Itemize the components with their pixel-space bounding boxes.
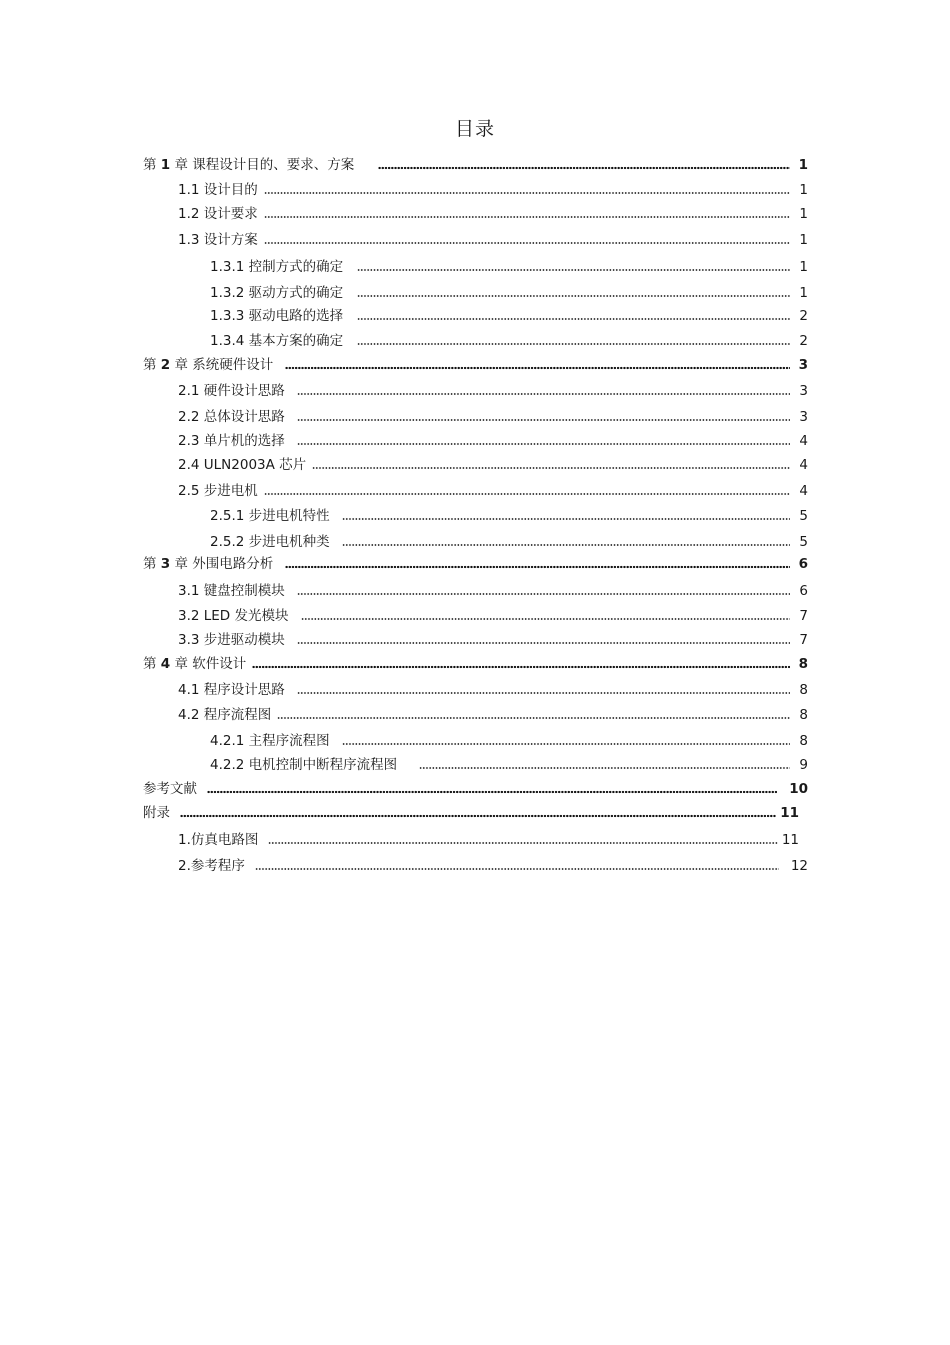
toc-entry-page: 3: [798, 357, 808, 373]
toc-entry-page: 8: [798, 656, 808, 672]
toc-entry-1-3-4[interactable]: [210, 329, 808, 349]
toc-entry-page: 3: [799, 409, 808, 425]
dot-leader: [297, 640, 790, 645]
dot-leader: [268, 840, 777, 845]
toc-entry-2-2[interactable]: [178, 405, 808, 425]
dot-leader: [264, 240, 790, 245]
toc-entry-page: 7: [799, 632, 808, 648]
dot-leader: [264, 491, 790, 496]
toc-entry-page: 8: [799, 707, 808, 723]
dot-leader: [252, 664, 790, 669]
toc-entry-label: 4.2.2 电机控制中断程序流程图: [210, 757, 398, 773]
toc-entry-label: 2.参考程序: [178, 858, 245, 874]
toc-entry-1-2[interactable]: [178, 202, 808, 222]
dot-leader: [357, 293, 790, 298]
toc-entry-1-3[interactable]: [178, 228, 808, 248]
toc-entry-page: 8: [799, 733, 808, 749]
toc-entry-2-5-1[interactable]: [210, 504, 808, 524]
toc-entry-label: 1.3.4 基本方案的确定: [210, 333, 344, 349]
toc-entry-page: 1: [799, 182, 808, 198]
toc-entry-page: 11: [781, 832, 799, 848]
dot-leader: [297, 391, 790, 396]
toc-entry-page: 3: [799, 383, 808, 399]
toc-entry-page: 1: [799, 232, 808, 248]
toc-entry-label: 1.3.3 驱动电路的选择: [210, 308, 344, 324]
dot-leader: [342, 516, 790, 521]
dot-leader: [301, 616, 791, 621]
dot-leader: [285, 564, 790, 569]
toc-entry-label: 4.2.1 主程序流程图: [210, 733, 330, 749]
toc-entry-label: 1.1 设计目的: [178, 182, 258, 198]
toc-entry-3-1[interactable]: [178, 579, 808, 599]
dot-leader: [357, 341, 790, 346]
dot-leader: [297, 690, 790, 695]
toc-entry-page: 10: [789, 781, 808, 797]
dot-leader: [297, 417, 790, 422]
toc-entry-label: 第 2 章 系统硬件设计: [143, 357, 274, 373]
toc-entry-label: 1.2 设计要求: [178, 206, 258, 222]
toc-entry-2-4[interactable]: [178, 453, 808, 473]
document-title: 目录: [454, 118, 495, 140]
toc-entry-page: 1: [799, 206, 808, 222]
toc-entry-page: 4: [799, 483, 808, 499]
toc-entry-chapter-2[interactable]: [143, 353, 808, 373]
toc-entry-label: 1.3.1 控制方式的确定: [210, 259, 344, 275]
toc-entry-label: 2.5.1 步进电机特性: [210, 508, 330, 524]
toc-entry-page: 4: [799, 433, 808, 449]
dot-leader: [357, 267, 790, 272]
dot-leader: [342, 741, 790, 746]
toc-entry-label: 第 1 章 课程设计目的、要求、方案: [143, 157, 355, 173]
toc-entry-2-1[interactable]: [178, 379, 808, 399]
toc-entry-page: 11: [780, 805, 799, 821]
toc-entry-label: 3.1 键盘控制模块: [178, 583, 285, 599]
toc-entry-page: 6: [799, 583, 808, 599]
toc-entry-label: 1.仿真电路图: [178, 832, 259, 848]
toc-entry-page: 6: [798, 556, 808, 572]
dot-leader: [419, 765, 790, 770]
toc-entry-chapter-1[interactable]: [143, 153, 808, 173]
toc-entry-page: 8: [799, 682, 808, 698]
toc-entry-2-5-2[interactable]: [210, 530, 808, 550]
toc-entry-1-3-1[interactable]: [210, 255, 808, 275]
toc-entry-label: 2.2 总体设计思路: [178, 409, 285, 425]
toc-entry-label: 2.5.2 步进电机种类: [210, 534, 330, 550]
toc-entry-label: 2.3 单片机的选择: [178, 433, 285, 449]
toc-entry-1-3-2[interactable]: [210, 281, 808, 301]
toc-entry-page: 2: [799, 333, 808, 349]
toc-entry-page: 7: [799, 608, 808, 624]
toc-entry-4-2-1[interactable]: [210, 729, 808, 749]
toc-entry-label: 参考文献: [143, 781, 197, 797]
toc-entry-references[interactable]: [143, 777, 808, 797]
toc-entry-page: 1: [798, 157, 808, 173]
toc-entry-label: 1.3.2 驱动方式的确定: [210, 285, 344, 301]
toc-entry-label: 4.2 程序流程图: [178, 707, 272, 723]
toc-entry-label: 3.3 步进驱动模块: [178, 632, 285, 648]
dot-leader: [264, 190, 790, 195]
toc-entry-page: 9: [799, 757, 808, 773]
toc-entry-label: 4.1 程序设计思路: [178, 682, 285, 698]
toc-entry-4-2-2[interactable]: [210, 753, 808, 773]
toc-entry-label: 2.1 硬件设计思路: [178, 383, 285, 399]
toc-entry-3-3[interactable]: [178, 628, 808, 648]
dot-leader: [312, 465, 790, 470]
toc-entry-3-2[interactable]: [178, 604, 808, 624]
toc-entry-label: 1.3 设计方案: [178, 232, 258, 248]
dot-leader: [297, 441, 790, 446]
dot-leader: [297, 591, 790, 596]
toc-entry-label: 第 3 章 外围电路分析: [143, 556, 274, 572]
toc-entry-appendix-2[interactable]: [178, 854, 808, 874]
toc-entry-chapter-4[interactable]: [143, 652, 808, 672]
toc-entry-label: 2.4 ULN2003A 芯片: [178, 457, 307, 473]
toc-entry-page: 2: [799, 308, 808, 324]
toc-entry-1-3-3[interactable]: [210, 304, 808, 324]
toc-entry-page: 5: [799, 534, 808, 550]
toc-entry-4-2[interactable]: [178, 703, 808, 723]
toc-entry-appendix[interactable]: [143, 801, 799, 821]
toc-entry-chapter-3[interactable]: [143, 552, 808, 572]
toc-entry-page: 4: [799, 457, 808, 473]
toc-entry-label: 第 4 章 软件设计: [143, 656, 247, 672]
toc-entry-1-1[interactable]: [178, 178, 808, 198]
dot-leader: [357, 316, 790, 321]
toc-entry-2-3[interactable]: [178, 429, 808, 449]
toc-entry-label: 2.5 步进电机: [178, 483, 258, 499]
toc-entry-page: 5: [799, 508, 808, 524]
dot-leader: [264, 214, 790, 219]
dot-leader: [277, 715, 790, 720]
dot-leader: [207, 789, 777, 794]
toc-entry-label: 3.2 LED 发光模块: [178, 608, 289, 624]
toc-entry-label: 附录: [143, 805, 170, 821]
dot-leader: [285, 365, 790, 370]
dot-leader: [378, 165, 790, 170]
dot-leader: [180, 813, 776, 818]
dot-leader: [342, 542, 790, 547]
toc-entry-4-1[interactable]: [178, 678, 808, 698]
dot-leader: [255, 866, 779, 871]
toc-entry-page: 1: [799, 285, 808, 301]
toc-entry-page: 1: [799, 259, 808, 275]
toc-entry-appendix-1[interactable]: [178, 828, 799, 848]
toc-entry-page: 12: [790, 858, 808, 874]
toc-entry-2-5[interactable]: [178, 479, 808, 499]
